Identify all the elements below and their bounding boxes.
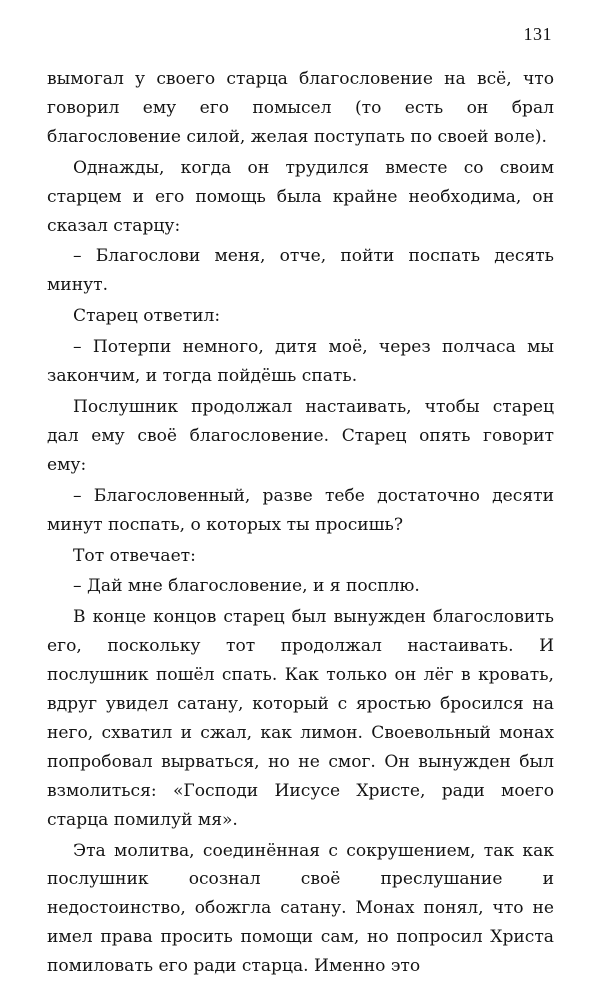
- paragraph: Тот отвечает:: [73, 545, 196, 566]
- page-number: 131: [523, 24, 552, 44]
- dialogue-line: – Потерпи немного, дитя моё, через полчаса мы закончим, и тогда пойдёшь спать.: [47, 337, 554, 387]
- dialogue-line: – Благослови меня, отче, пойти поспать десять минут.: [47, 246, 554, 296]
- dialogue-line: – Благословенный, разве тебе достаточно десяти минут поспать, о которых ты просишь?: [47, 485, 554, 535]
- paragraph: вымогал у своего старца благословение на всё, что говорил ему его помысел (то есть он брал благословение силой, желая поступать по своей воле).: [47, 69, 554, 147]
- paragraph: Эта молитва, соединённая с сокрушением, так как послушник осознал своё преслушание и недостоинство, обожгла сатану. Монах понял, что не имел права просить помощи сам, но попросил Христа помиловать его ради старца. Именно это: [47, 840, 554, 977]
- paragraph: В конце концов старец был вынужден благословить его, поскольку тот продолжал настаивать. И послушник пошёл спать. Как только он лёг в кровать, вдруг увидел сатану, который с яростью бросился на него, схватил и сжал, как лимон. Своевольный монах попробовал вырваться, но не смог. Он вынужден был взмолиться: «Господи Иисусе Христе, ради моего старца помилуй мя».: [47, 607, 554, 830]
- paragraph: Старец ответил:: [73, 306, 221, 327]
- paragraph: Послушник продолжал настаивать, чтобы старец дал ему своё благословение. Старец опять говорит ему:: [47, 396, 554, 475]
- body-text: [47, 65, 554, 983]
- paragraph: Однажды, когда он трудился вместе со своим старцем и его помощь была крайне необходима, он сказал старцу:: [47, 157, 554, 236]
- dialogue-line: – Дай мне благословение, и я посплю.: [73, 576, 420, 597]
